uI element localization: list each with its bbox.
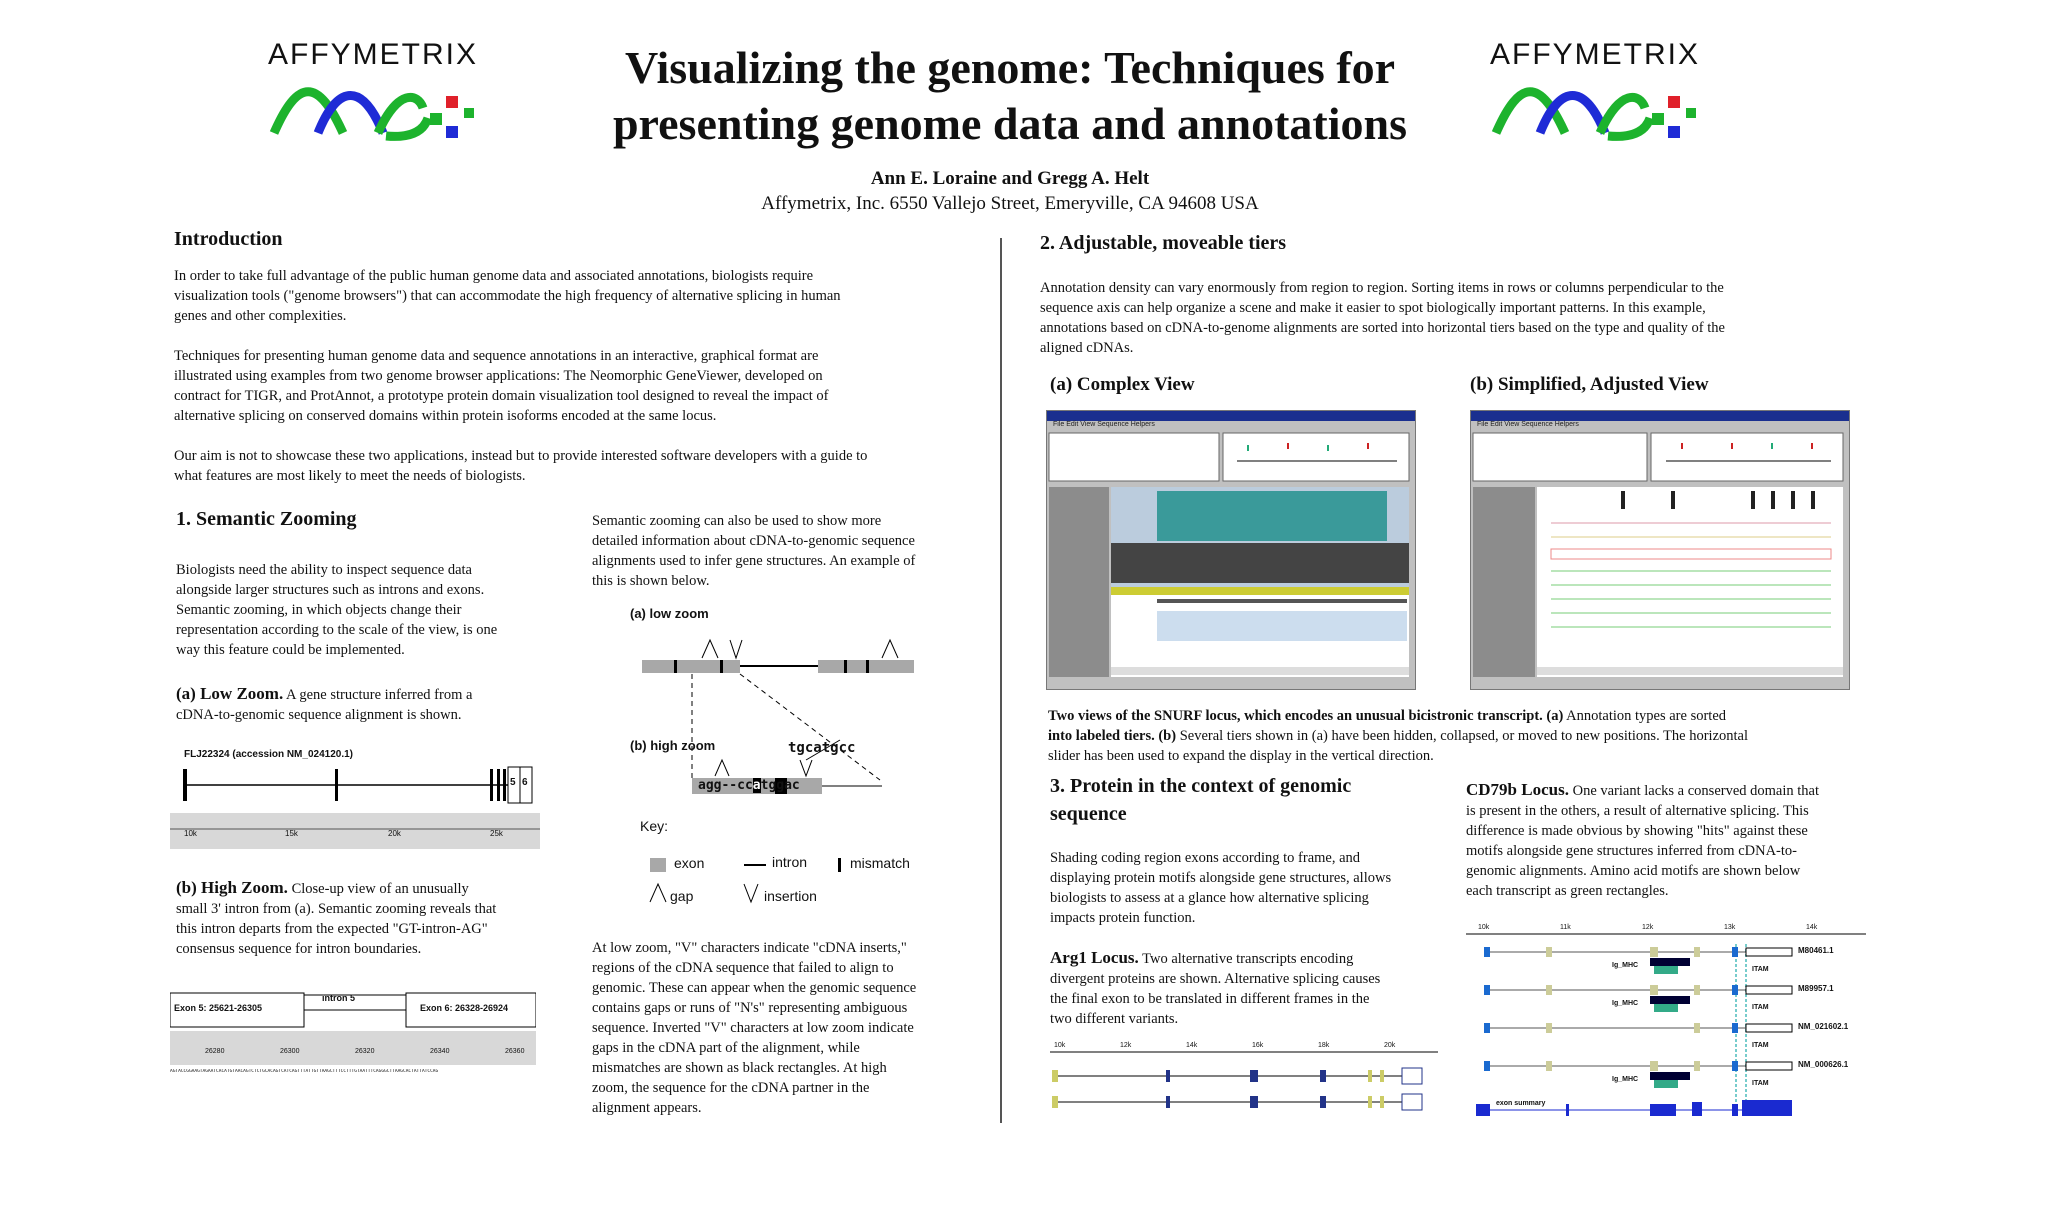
aligned-sequence: agg--cc xyxy=(698,778,753,793)
axis-tick-label: 10k xyxy=(1054,1042,1066,1049)
sec2-heading: 2. Adjustable, moveable tiers xyxy=(1040,232,1287,254)
affiliation: Affymetrix, Inc. 6550 Vallejo Street, Emeryville, CA 94608 USA xyxy=(761,193,1259,214)
sec1-bottom-text xyxy=(592,938,992,1118)
text-line: Semantic zooming, in which objects change their xyxy=(176,602,462,618)
poster-title xyxy=(580,40,1440,152)
axis-tick-label: 20k xyxy=(1384,1042,1396,1049)
text-line: alignments used to infer gene structures. An example of xyxy=(592,553,916,569)
exon-6-label: 6 xyxy=(522,777,528,788)
text-line: At low zoom, "V" characters indicate "cDNA inserts," xyxy=(592,940,907,956)
axis-tick-label: 16k xyxy=(1252,1042,1264,1049)
text-line: small 3' intron from (a). Semantic zooming reveals that xyxy=(176,901,497,917)
exon-5-label: 5 xyxy=(510,777,516,788)
itam-label: ITAM xyxy=(1752,1004,1769,1011)
text-line: Annotation types are sorted xyxy=(1563,708,1726,724)
text-line: genomic. These can appear when the genomic sequence xyxy=(592,980,917,996)
key-exon: exon xyxy=(674,855,705,871)
exon-summary-label: exon summary xyxy=(1496,1100,1546,1107)
complex-view-svg xyxy=(1047,431,1413,687)
transcript-label: NM_000626.1 xyxy=(1798,1060,1849,1069)
sec1-right-text xyxy=(592,511,992,591)
intro-line: In order to take full advantage of the public human genome data and associated annotations, biologists require xyxy=(174,268,814,284)
text-line: Several tiers shown in (a) have been hidden, collapsed, or moved to new positions. The horizontal xyxy=(1176,728,1749,744)
text-line: aligned cDNAs. xyxy=(1040,340,1134,356)
sec3-text xyxy=(1050,848,1450,928)
complex-view-screenshot xyxy=(1046,410,1416,690)
low-zoom-label: (a) low zoom xyxy=(630,606,709,621)
axis-tick-label: 26280 xyxy=(205,1048,225,1055)
high-zoom-exon-figure xyxy=(170,985,536,1081)
axis-tick-label: 14k xyxy=(1186,1042,1198,1049)
logo-swoosh-icon xyxy=(268,38,518,148)
text-line: divergent proteins are shown. Alternative splicing causes xyxy=(1050,971,1381,987)
cd79b-bold: CD79b Locus. xyxy=(1466,780,1569,799)
text-line: sequence axis can help organize a scene and make it easier to spot biologically important patterns. In this example, xyxy=(1040,300,1706,316)
text-line: A gene structure inferred from a xyxy=(283,687,473,703)
axis-tick-label: 26340 xyxy=(430,1048,450,1055)
text-line: this intron departs from the expected "GT-intron-AG" xyxy=(176,921,488,937)
caption-bold: Two views of the SNURF locus, which encodes an unusual bicistronic transcript. (a) xyxy=(1048,708,1564,724)
axis-tick-label: 12k xyxy=(1120,1042,1132,1049)
axis-tick-label: 10k xyxy=(1478,924,1490,931)
intro-text xyxy=(174,266,994,486)
caption-bold: into labeled tiers. (b) xyxy=(1048,728,1177,744)
text-line: Two alternative transcripts encoding xyxy=(1138,951,1354,967)
intro-line: Our aim is not to showcase these two applications, instead but to provide interested software developers with a guide to xyxy=(174,448,868,464)
axis-tick-label: 26300 xyxy=(280,1048,300,1055)
gene-structure-svg xyxy=(170,745,540,853)
text-line: biologists to assess at a glance how alternative splicing xyxy=(1050,890,1369,906)
heading-line: 3. Protein in the context of genomic xyxy=(1050,775,1352,797)
sec3-heading xyxy=(1050,772,1450,828)
text-line: genomic alignments. Amino acid motifs are shown below xyxy=(1466,863,1801,879)
text-line: slider has been used to expand the display in the vertical direction. xyxy=(1048,748,1434,764)
gene-accession-label: FLJ22324 (accession NM_024120.1) xyxy=(184,749,353,760)
logo-swoosh-icon xyxy=(1490,38,1740,148)
window-menu: File Edit View Sequence Helpers xyxy=(1477,421,1579,428)
intro-heading: Introduction xyxy=(174,228,283,250)
key-intron: intron xyxy=(772,854,808,870)
intro-line: contract for TIGR, and ProtAnnot, a prototype protein domain visualization tool designed to reveal the impact of xyxy=(174,388,829,404)
text-line: displaying protein motifs alongside gene structures, allows xyxy=(1050,870,1392,886)
heading-line: sequence xyxy=(1050,803,1127,825)
intro-line: illustrated using examples from two genome browser applications: The Neomorphic GeneViewer, developed on xyxy=(174,368,823,384)
genomic-sequence: AGTACCGGAAGTAGAATCACATGTAACAGTCTCTGCACAGTCATCAGTTTATTGTTAAGCTTTCCTTTGTAATTTCAGGGCTTAAGCACTATTATCCAG xyxy=(170,1069,439,1074)
sec1-text xyxy=(176,560,566,660)
arg1-figure xyxy=(1050,1040,1440,1116)
motif-label: Ig_MHC xyxy=(1612,1076,1639,1083)
window-menu: File Edit View Sequence Helpers xyxy=(1053,421,1155,428)
text-line: gaps in the cDNA part of the alignment, while xyxy=(592,1040,860,1056)
axis-tick-label: 14k xyxy=(1806,924,1818,931)
text-line: each transcript as green rectangles. xyxy=(1466,883,1669,899)
text-line: motifs alongside gene structures inferred from cDNA-to- xyxy=(1466,843,1797,859)
text-line: consensus sequence for intron boundaries. xyxy=(176,941,422,957)
sec1-low-zoom-text xyxy=(176,684,566,725)
key-title: Key: xyxy=(640,818,669,834)
window-titlebar xyxy=(1471,411,1849,421)
transcript-label: M80461.1 xyxy=(1798,946,1834,955)
complex-view-title: (a) Complex View xyxy=(1050,374,1195,395)
cdna-sequence-top: tgcatgcc xyxy=(788,740,856,756)
intro-line: Techniques for presenting human genome data and sequence annotations in an interactive, graphical format are xyxy=(174,348,819,364)
axis-tick-label: 20k xyxy=(388,829,401,838)
key-insertion: insertion xyxy=(764,888,817,904)
text-line: One variant lacks a conserved domain that xyxy=(1568,783,1820,799)
text-line: annotations based on cDNA-to-genome alignments are sorted into horizontal tiers based on the type and quality of the xyxy=(1040,320,1725,336)
text-line: Biologists need the ability to inspect sequence data xyxy=(176,562,472,578)
alignment-zoom-figure xyxy=(620,600,980,910)
text-line: Shading coding region exons according to frame, and xyxy=(1050,850,1361,866)
axis-tick-label: 12k xyxy=(1642,924,1654,931)
cd79b-figure xyxy=(1466,924,1866,1124)
high-zoom-label: (b) high zoom xyxy=(630,738,716,753)
text-line: alignment appears. xyxy=(592,1100,702,1116)
intro-line: visualization tools ("genome browsers") that can accommodate the high frequency of alternative splicing in human xyxy=(174,288,841,304)
text-line: is present in the others, a result of alternative splicing. This xyxy=(1466,803,1809,819)
text-line: impacts protein function. xyxy=(1050,910,1196,926)
arg1-svg xyxy=(1050,1040,1440,1116)
exon-5-coords: Exon 5: 25621-26305 xyxy=(174,1003,263,1013)
simplified-view-screenshot xyxy=(1470,410,1850,690)
axis-tick-label: 11k xyxy=(1560,924,1571,931)
axis-tick-label: 26320 xyxy=(355,1048,375,1055)
sec2-text xyxy=(1040,278,1870,358)
low-zoom-gene-figure xyxy=(170,745,540,853)
key-mismatch: mismatch xyxy=(850,855,910,871)
title-line-2: presenting genome data and annotations xyxy=(612,98,1408,149)
sec2-caption xyxy=(1048,706,1878,766)
itam-label: ITAM xyxy=(1752,1042,1769,1049)
intro-line: genes and other complexities. xyxy=(174,308,347,324)
motif-label: Ig_MHC xyxy=(1612,962,1639,969)
authors: Ann E. Loraine and Gregg A. Helt xyxy=(870,168,1150,189)
simplified-view-svg xyxy=(1471,431,1847,687)
intro-line: what features are most likely to meet the needs of biologists. xyxy=(174,468,526,484)
text-line: the final exon to be translated in different frames in the xyxy=(1050,991,1370,1007)
text-line: two different variants. xyxy=(1050,1011,1179,1027)
high-zoom-bold: (b) High Zoom. xyxy=(176,878,288,897)
title-line-1: Visualizing the genome: Techniques for xyxy=(624,42,1396,93)
sec1-heading: 1. Semantic Zooming xyxy=(176,508,357,530)
text-line: representation according to the scale of the view, is one xyxy=(176,622,498,638)
text-line: zoom, the sequence for the cDNA partner in the xyxy=(592,1080,870,1096)
mismatch-base: a xyxy=(752,778,761,793)
key-gap: gap xyxy=(670,888,694,904)
transcript-label: M89957.1 xyxy=(1798,984,1834,993)
axis-tick-label: 18k xyxy=(1318,1042,1330,1049)
text-line: Semantic zooming can also be used to show more xyxy=(592,513,882,529)
text-line: alongside larger structures such as introns and exons. xyxy=(176,582,485,598)
affymetrix-logo-right xyxy=(1490,38,1740,148)
simplified-view-title: (b) Simplified, Adjusted View xyxy=(1470,374,1709,395)
itam-label: ITAM xyxy=(1752,1080,1769,1087)
motif-label: Ig_MHC xyxy=(1612,1000,1639,1007)
transcript-label: NM_021602.1 xyxy=(1798,1022,1849,1031)
text-line: sequence. Inverted "V" characters at low zoom indicate xyxy=(592,1020,914,1036)
affymetrix-logo-left xyxy=(268,38,518,148)
axis-tick-label: 13k xyxy=(1724,924,1736,931)
text-line: mismatches are shown as black rectangles. At high xyxy=(592,1060,887,1076)
text-line: regions of the cDNA sequence that failed to align to xyxy=(592,960,894,976)
itam-label: ITAM xyxy=(1752,966,1769,973)
text-line: detailed information about cDNA-to-genomic sequence xyxy=(592,533,915,549)
axis-tick-label: 15k xyxy=(285,829,298,838)
text-line: way this feature could be implemented. xyxy=(176,642,405,658)
text-line: contains gaps or runs of "N's" representing ambiguous xyxy=(592,1000,908,1016)
intron-5-label: intron 5 xyxy=(322,993,355,1003)
intro-line: alternative splicing on conserved domains within protein isoforms encoded at the same locus. xyxy=(174,408,717,424)
exon-6-coords: Exon 6: 26328-26924 xyxy=(420,1003,509,1013)
text-line: difference is made obvious by showing "hits" against these xyxy=(1466,823,1808,839)
low-zoom-bold: (a) Low Zoom. xyxy=(176,684,284,703)
text-line: Annotation density can vary enormously from region to region. Sorting items in rows or columns perpendicular to the xyxy=(1040,280,1724,296)
logo-text: AFFYMETRIX xyxy=(1490,38,1701,71)
window-titlebar xyxy=(1047,411,1415,421)
column-divider xyxy=(1000,238,1002,1123)
cd79b-text xyxy=(1466,780,1886,901)
aligned-sequence-end: tggac xyxy=(760,778,800,793)
text-line: Close-up view of an unusually xyxy=(287,881,469,897)
axis-tick-label: 10k xyxy=(184,829,197,838)
sec1-high-zoom-text xyxy=(176,878,566,959)
axis-tick-label: 25k xyxy=(490,829,503,838)
text-line: this is shown below. xyxy=(592,573,710,589)
logo-text: AFFYMETRIX xyxy=(268,38,479,71)
arg1-text xyxy=(1050,948,1450,1029)
arg1-bold: Arg1 Locus. xyxy=(1050,948,1139,967)
axis-tick-label: 26360 xyxy=(505,1048,525,1055)
text-line: cDNA-to-genomic sequence alignment is shown. xyxy=(176,707,462,723)
